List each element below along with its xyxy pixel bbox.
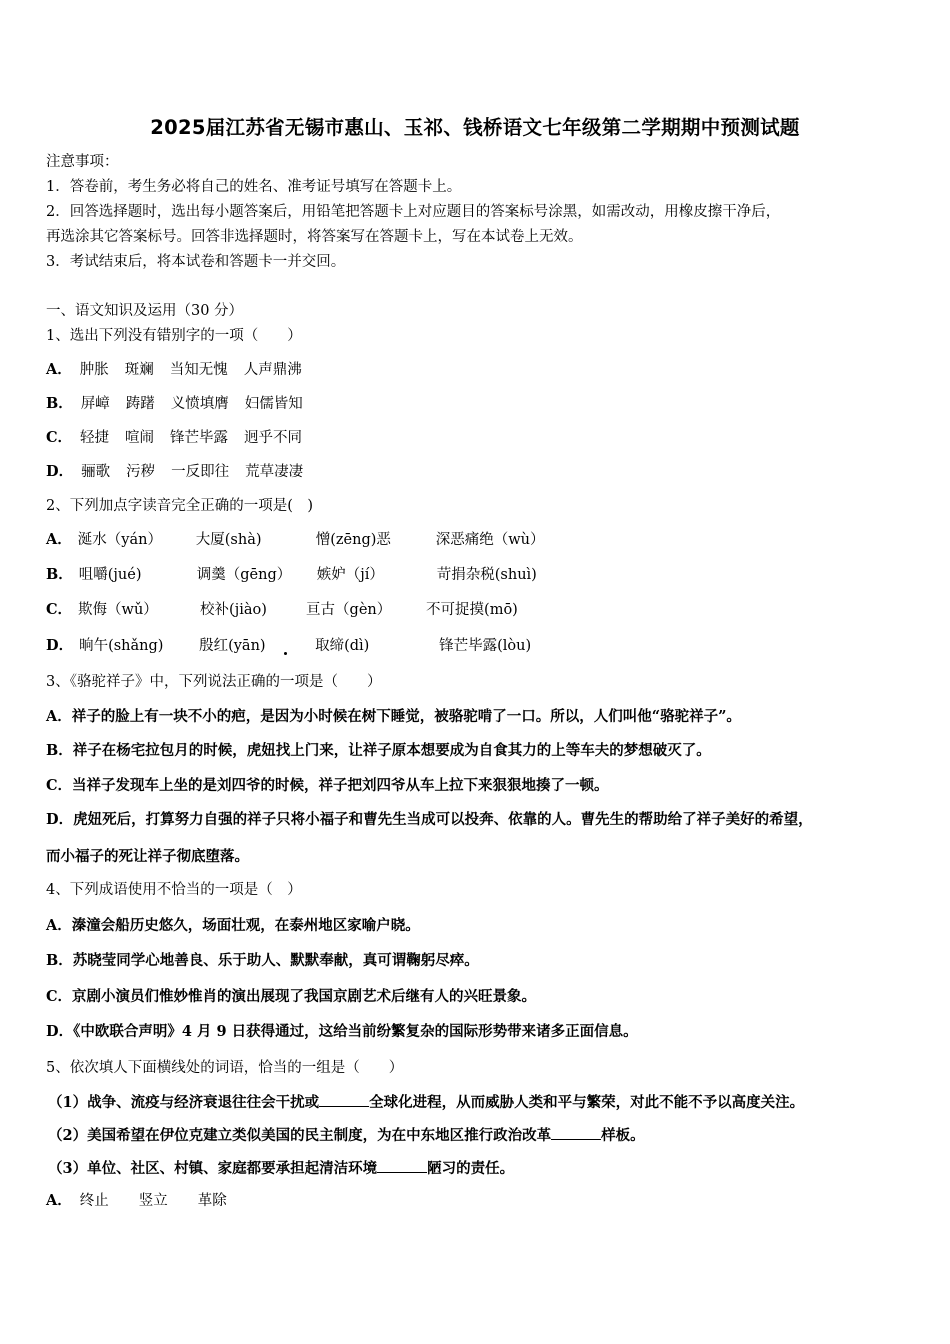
q1-option-a [46, 360, 318, 380]
option-label: D． [46, 637, 74, 654]
option-item: 大厦(shà) [195, 532, 262, 548]
sentence-text: （2）美国希望在伊位克建立类似美国的民主制度，为在中东地区推行政治改革 [48, 1127, 552, 1144]
q4-option-d: D．《中欧联合声明》4 月 9 日获得通过，这给当前纷繁复杂的国际形势带来诸多正面信息。 [46, 1023, 638, 1040]
option-word: 妇儒皆知 [244, 396, 303, 412]
option-word: 踌躇 [125, 396, 155, 412]
option-item: 涎水（yán） [77, 532, 162, 548]
option-label: C． [46, 429, 73, 446]
option-item: 锋芒毕露(lòu) [439, 638, 532, 654]
q5-option-a [46, 1191, 243, 1211]
option-word: 污秽 [126, 464, 156, 480]
q1-stem: 1、选出下列没有错别字的一项（ ） [46, 328, 302, 344]
option-word: 斑斓 [124, 362, 154, 378]
q2-option-a [46, 530, 545, 550]
option-item: 不可捉摸(mō) [426, 602, 518, 618]
option-word: 革除 [197, 1193, 227, 1209]
option-item: 取缔(dì) [315, 638, 370, 654]
notice-item-1: 1．答卷前，考生务必将自己的姓名、准考证号填写在答题卡上。 [46, 179, 462, 195]
option-item: 晌午(shǎng) [79, 638, 164, 654]
option-word: 喧闹 [125, 430, 155, 446]
q1-option-d [46, 462, 319, 482]
q3-option-c: C．当祥子发现车上坐的是刘四爷的时候，祥子把刘四爷从车上拉下来狠狠地揍了一顿。 [46, 777, 609, 794]
q4-stem: 4、下列成语使用不恰当的一项是（ ） [46, 882, 302, 898]
q4-option-b: B．苏晓莹同学心地善良、乐于助人、默默奉献，真可谓鞠躬尽瘁。 [46, 952, 479, 969]
option-item: 咀嚼(jué) [78, 567, 142, 583]
q1-option-b [46, 394, 319, 414]
notice-item-3: 3．考试结束后，将本试卷和答题卡一并交回。 [46, 254, 346, 270]
q3-option-a: A．祥子的脸上有一块不小的疤，是因为小时候在树下睡觉，被骆驼啃了一口。所以，人们叫他“骆驼祥子”。 [46, 708, 741, 725]
sentence-text: 陋习的责任。 [427, 1160, 515, 1177]
q5-sentence-1 [48, 1092, 804, 1113]
option-word: 骊歌 [81, 464, 111, 480]
option-label: D． [46, 463, 74, 480]
sentence-text: （3）单位、社区、村镇、家庭都要承担起清洁环境 [48, 1160, 378, 1177]
option-label: B． [46, 566, 73, 583]
fill-blank [319, 1092, 369, 1107]
q3-option-b: B．祥子在杨宅拉包月的时候，虎妞找上门来，让祥子原本想要成为自食其力的上等车夫的梦想破灭了。 [46, 742, 711, 759]
q2-option-d [46, 636, 531, 656]
option-word: 轻捷 [80, 430, 110, 446]
page-title: 2025届江苏省无锡市惠山、玉祁、钱桥语文七年级第二学期期中预测试题 [150, 116, 800, 139]
option-label: B． [46, 395, 73, 412]
q2-option-c [46, 600, 518, 620]
option-label: A． [46, 1192, 72, 1209]
option-word: 人声鼎沸 [243, 362, 302, 378]
option-label: A． [46, 361, 72, 378]
option-item: 嫉妒（jí） [316, 567, 384, 583]
option-word: 一反即往 [171, 464, 230, 480]
q5-sentence-2 [48, 1125, 645, 1146]
q3-stem: 3、《骆驼祥子》中，下列说法正确的一项是（ ） [46, 674, 382, 690]
option-word: 竖立 [138, 1193, 168, 1209]
fill-blank [551, 1125, 601, 1140]
q5-sentence-3 [48, 1158, 514, 1179]
q4-option-c: C．京剧小演员们惟妙惟肖的演出展现了我国京剧艺术后继有人的兴旺景象。 [46, 988, 537, 1005]
fill-blank [377, 1158, 427, 1173]
option-item: 憎(zēng)恶 [315, 532, 391, 548]
option-item: 深恶痛绝（wù） [435, 532, 545, 548]
option-word: 锋芒毕露 [170, 430, 229, 446]
option-word: 荒草凄凄 [245, 464, 304, 480]
notice-item-2: 2．回答选择题时，选出每小题答案后，用铅笔把答题卡上对应题目的答案标号涂黑，如需改动，用橡皮擦干净后， [46, 204, 781, 220]
option-word: 当知无愧 [169, 362, 228, 378]
option-item: 校补(jiào) [200, 602, 267, 618]
q4-option-a: A．溱潼会船历史悠久，场面壮观，在泰州地区家喻户晓。 [46, 917, 420, 934]
option-item: 调羹（gēng） [196, 567, 292, 583]
option-item: 殷红(yān) [199, 638, 266, 654]
section-heading: 一、语文知识及运用（30 分） [46, 303, 244, 319]
q3-option-d: D．虎妞死后，打算努力自强的祥子只将小福子和曹先生当成可以投奔、依靠的人。曹先生的帮助给了祥子美好的希望， [46, 811, 813, 828]
option-word: 终止 [79, 1193, 109, 1209]
q2-option-b [46, 565, 537, 585]
option-item: 苛捐杂税(shuì) [436, 567, 537, 583]
option-label: C． [46, 601, 73, 618]
q3-option-d-cont: 而小福子的死让祥子彻底堕落。 [46, 848, 249, 865]
option-word: 屏嶂 [80, 396, 110, 412]
option-label: A． [46, 531, 72, 548]
sentence-text: 样板。 [601, 1127, 645, 1144]
sentence-text: 全球化进程，从而威胁人类和平与繁荣，对此不能不予以高度关注。 [369, 1094, 805, 1111]
option-item: 欺侮（wǔ） [78, 602, 158, 618]
notice-heading: 注意事项： [46, 154, 119, 170]
emphasis-dot [284, 652, 287, 655]
sentence-text: （1）战争、流疫与经济衰退往往会干扰或 [48, 1094, 320, 1111]
q1-option-c [46, 428, 318, 448]
q5-stem: 5、依次填人下面横线处的词语，恰当的一组是（ ） [46, 1060, 404, 1076]
option-word: 肿胀 [79, 362, 109, 378]
option-word: 迥乎不同 [244, 430, 303, 446]
option-word: 义愤填膺 [170, 396, 229, 412]
option-item: 亘古（gèn） [306, 602, 392, 618]
notice-item-2-cont: 再选涂其它答案标号。回答非选择题时，将答案写在答题卡上，写在本试卷上无效。 [46, 229, 583, 245]
q2-stem: 2、下列加点字读音完全正确的一项是( ) [46, 498, 314, 514]
